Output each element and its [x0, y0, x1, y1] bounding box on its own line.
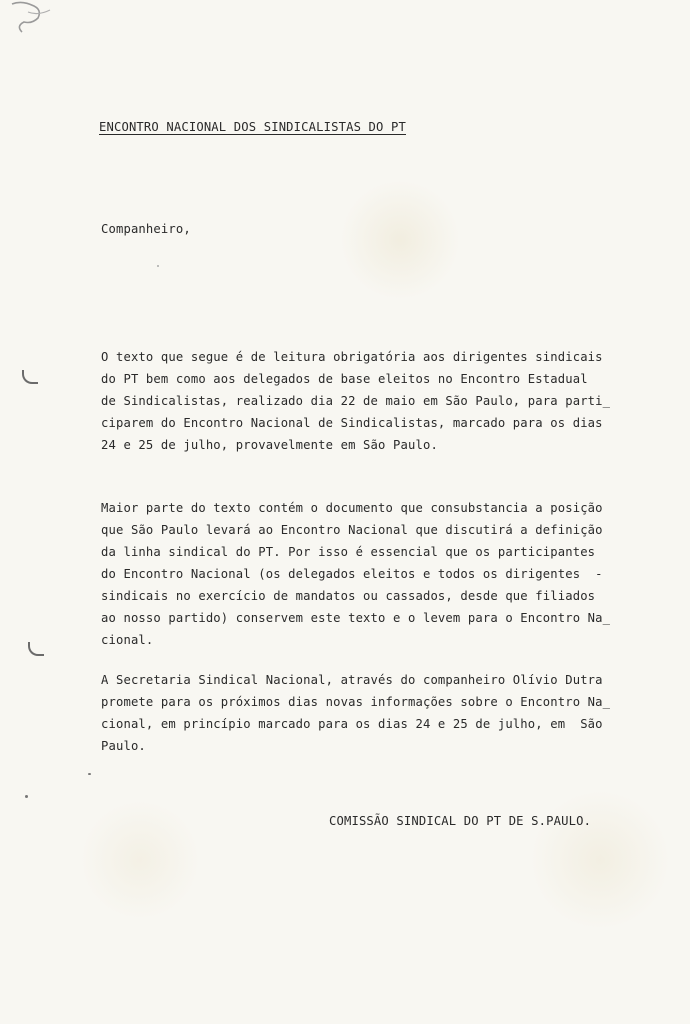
text-line: A Secretaria Sindical Nacional, através do companheiro Olívio Dutra: [101, 673, 603, 687]
text-line: da linha sindical do PT. Por isso é essencial que os participantes: [101, 545, 596, 559]
document-title: ENCONTRO NACIONAL DOS SINDICALISTAS DO PT: [99, 120, 406, 134]
text-line: que São Paulo levará ao Encontro Nacional que discutirá a definição: [101, 523, 603, 537]
text-line: O texto que segue é de leitura obrigatória aos dirigentes sindicais: [101, 350, 603, 364]
signature: COMISSÃO SINDICAL DO PT DE S.PAULO.: [329, 814, 592, 828]
speck-mark: [157, 265, 159, 267]
text-line: Paulo.: [101, 739, 146, 753]
text-line: sindicais no exercício de mandatos ou cassados, desde que filiados: [101, 589, 596, 603]
text-line: cional.: [101, 633, 154, 647]
text-line: ciparem do Encontro Nacional de Sindicalistas, marcado para os dias: [101, 416, 603, 430]
text-line: ao nosso partido) conservem este texto e o levem para o Encontro Na_: [101, 611, 611, 625]
text-line: do Encontro Nacional (os delegados eleitos e todos os dirigentes -: [101, 567, 603, 581]
speck-mark: [88, 773, 91, 775]
text-line: promete para os próximos dias novas informações sobre o Encontro Na_: [101, 695, 611, 709]
text-line: do PT bem como aos delegados de base eleitos no Encontro Estadual: [101, 372, 588, 386]
punch-hole-mark: [28, 642, 44, 656]
text-line: 24 e 25 de julho, provavelmente em São Paulo.: [101, 438, 438, 452]
speck-mark: [25, 795, 28, 798]
punch-hole-mark: [22, 370, 38, 384]
paper-stain-mark: [8, 0, 64, 40]
text-line: Maior parte do texto contém o documento que consubstancia a posição: [101, 501, 603, 515]
text-line: cional, em princípio marcado para os dias 24 e 25 de julho, em São: [101, 717, 603, 731]
salutation: Companheiro,: [101, 222, 191, 236]
text-line: de Sindicalistas, realizado dia 22 de maio em São Paulo, para parti_: [101, 394, 611, 408]
